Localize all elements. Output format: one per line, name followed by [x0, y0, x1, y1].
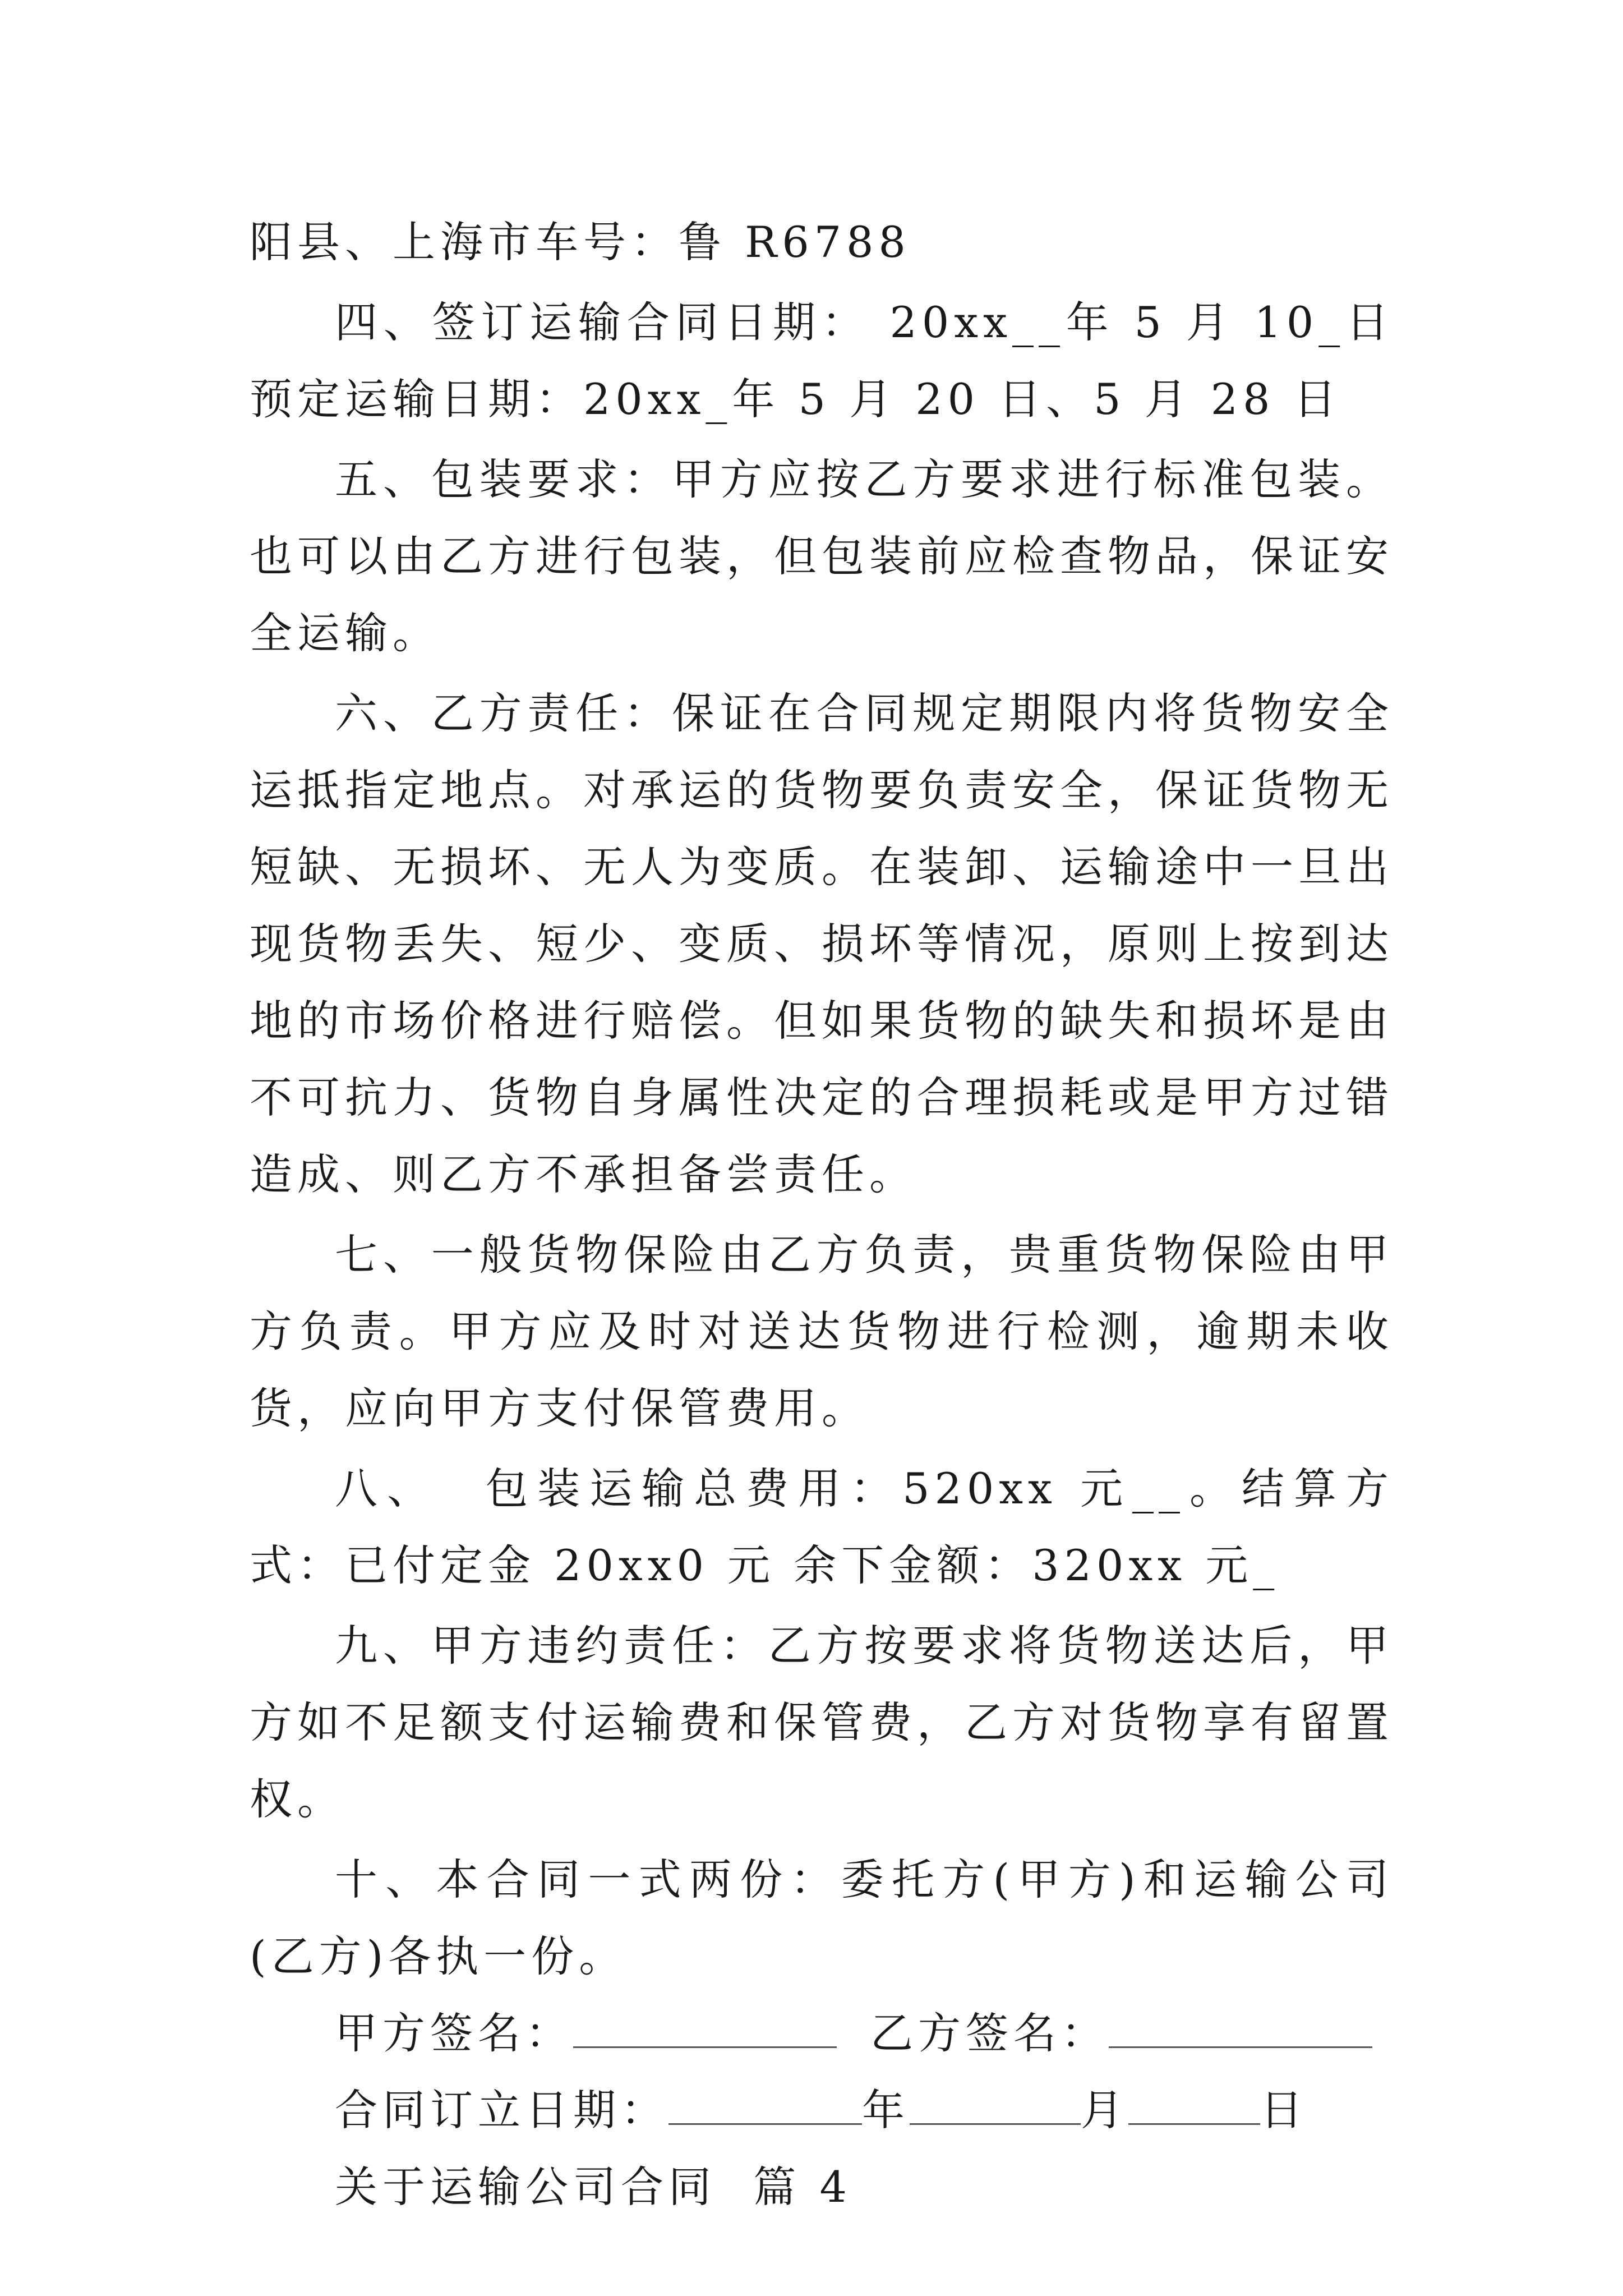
day-label: 日 — [1260, 2085, 1308, 2135]
paragraph-copies: 十、本合同一式两份：委托方(甲方)和运输公司(乙方)各执一份。 — [250, 1855, 1394, 1981]
party-a-signature-label: 甲方签名： — [335, 2008, 573, 2058]
signature-line — [250, 1995, 1394, 2072]
party-b-signature-label: 乙方签名： — [870, 2008, 1109, 2058]
next-section-title: 关于运输公司合同 篇 4 — [335, 2162, 852, 2212]
year-label: 年 — [862, 2085, 910, 2135]
contract-date-label: 合同订立日期： — [335, 2085, 668, 2135]
document-body — [250, 204, 1394, 2225]
month-blank[interactable] — [910, 2084, 1081, 2125]
paragraph-contract-date: 四、签订运输合同日期： 20xx__年 5 月 10_日预定运输日期：20xx_年 5 月 20 日、5 月 28 日 — [250, 297, 1394, 424]
paragraph-party-b-duty: 六、乙方责任：保证在合同规定期限内将货物安全运抵指定地点。对承运的货物要负责安全，保证货物无短缺、无损坏、无人为变质。在装卸、运输途中一旦出现货物丢失、短少、变质、损坏等情况，原则上按到达地的市场价格进行赔偿。但如果货物的缺失和损坏是由不可抗力、货物自身属性决定的合理损耗或是甲方过错造成、则乙方不承担备尝责任。 — [250, 688, 1394, 1199]
day-blank[interactable] — [1128, 2084, 1260, 2125]
paragraph-insurance: 七、一般货物保险由乙方负责，贵重货物保险由甲方负责。甲方应及时对送达货物进行检测，逾期未收货，应向甲方支付保管费用。 — [250, 1230, 1394, 1433]
year-blank[interactable] — [668, 2084, 862, 2125]
paragraph-vehicle-info: 阳县、上海市车号：鲁 R6788 — [250, 217, 911, 267]
party-b-signature-blank[interactable] — [1109, 2007, 1372, 2048]
month-label: 月 — [1081, 2085, 1128, 2135]
contract-date-line — [250, 2072, 1394, 2148]
paragraph-packaging: 五、包装要求：甲方应按乙方要求进行标准包装。也可以由乙方进行包装，但包装前应检查物品，保证安全运输。 — [250, 454, 1394, 658]
paragraph-fees: 八、 包装运输总费用：520xx 元__。结算方式：已付定金 20xx0 元 余下金额：320xx 元_ — [250, 1464, 1394, 1590]
paragraph-party-a-breach: 九、甲方违约责任：乙方按要求将货物送达后，甲方如不足额支付运输费和保管费，乙方对货物享有留置权。 — [250, 1621, 1394, 1824]
party-a-signature-blank[interactable] — [573, 2007, 837, 2048]
